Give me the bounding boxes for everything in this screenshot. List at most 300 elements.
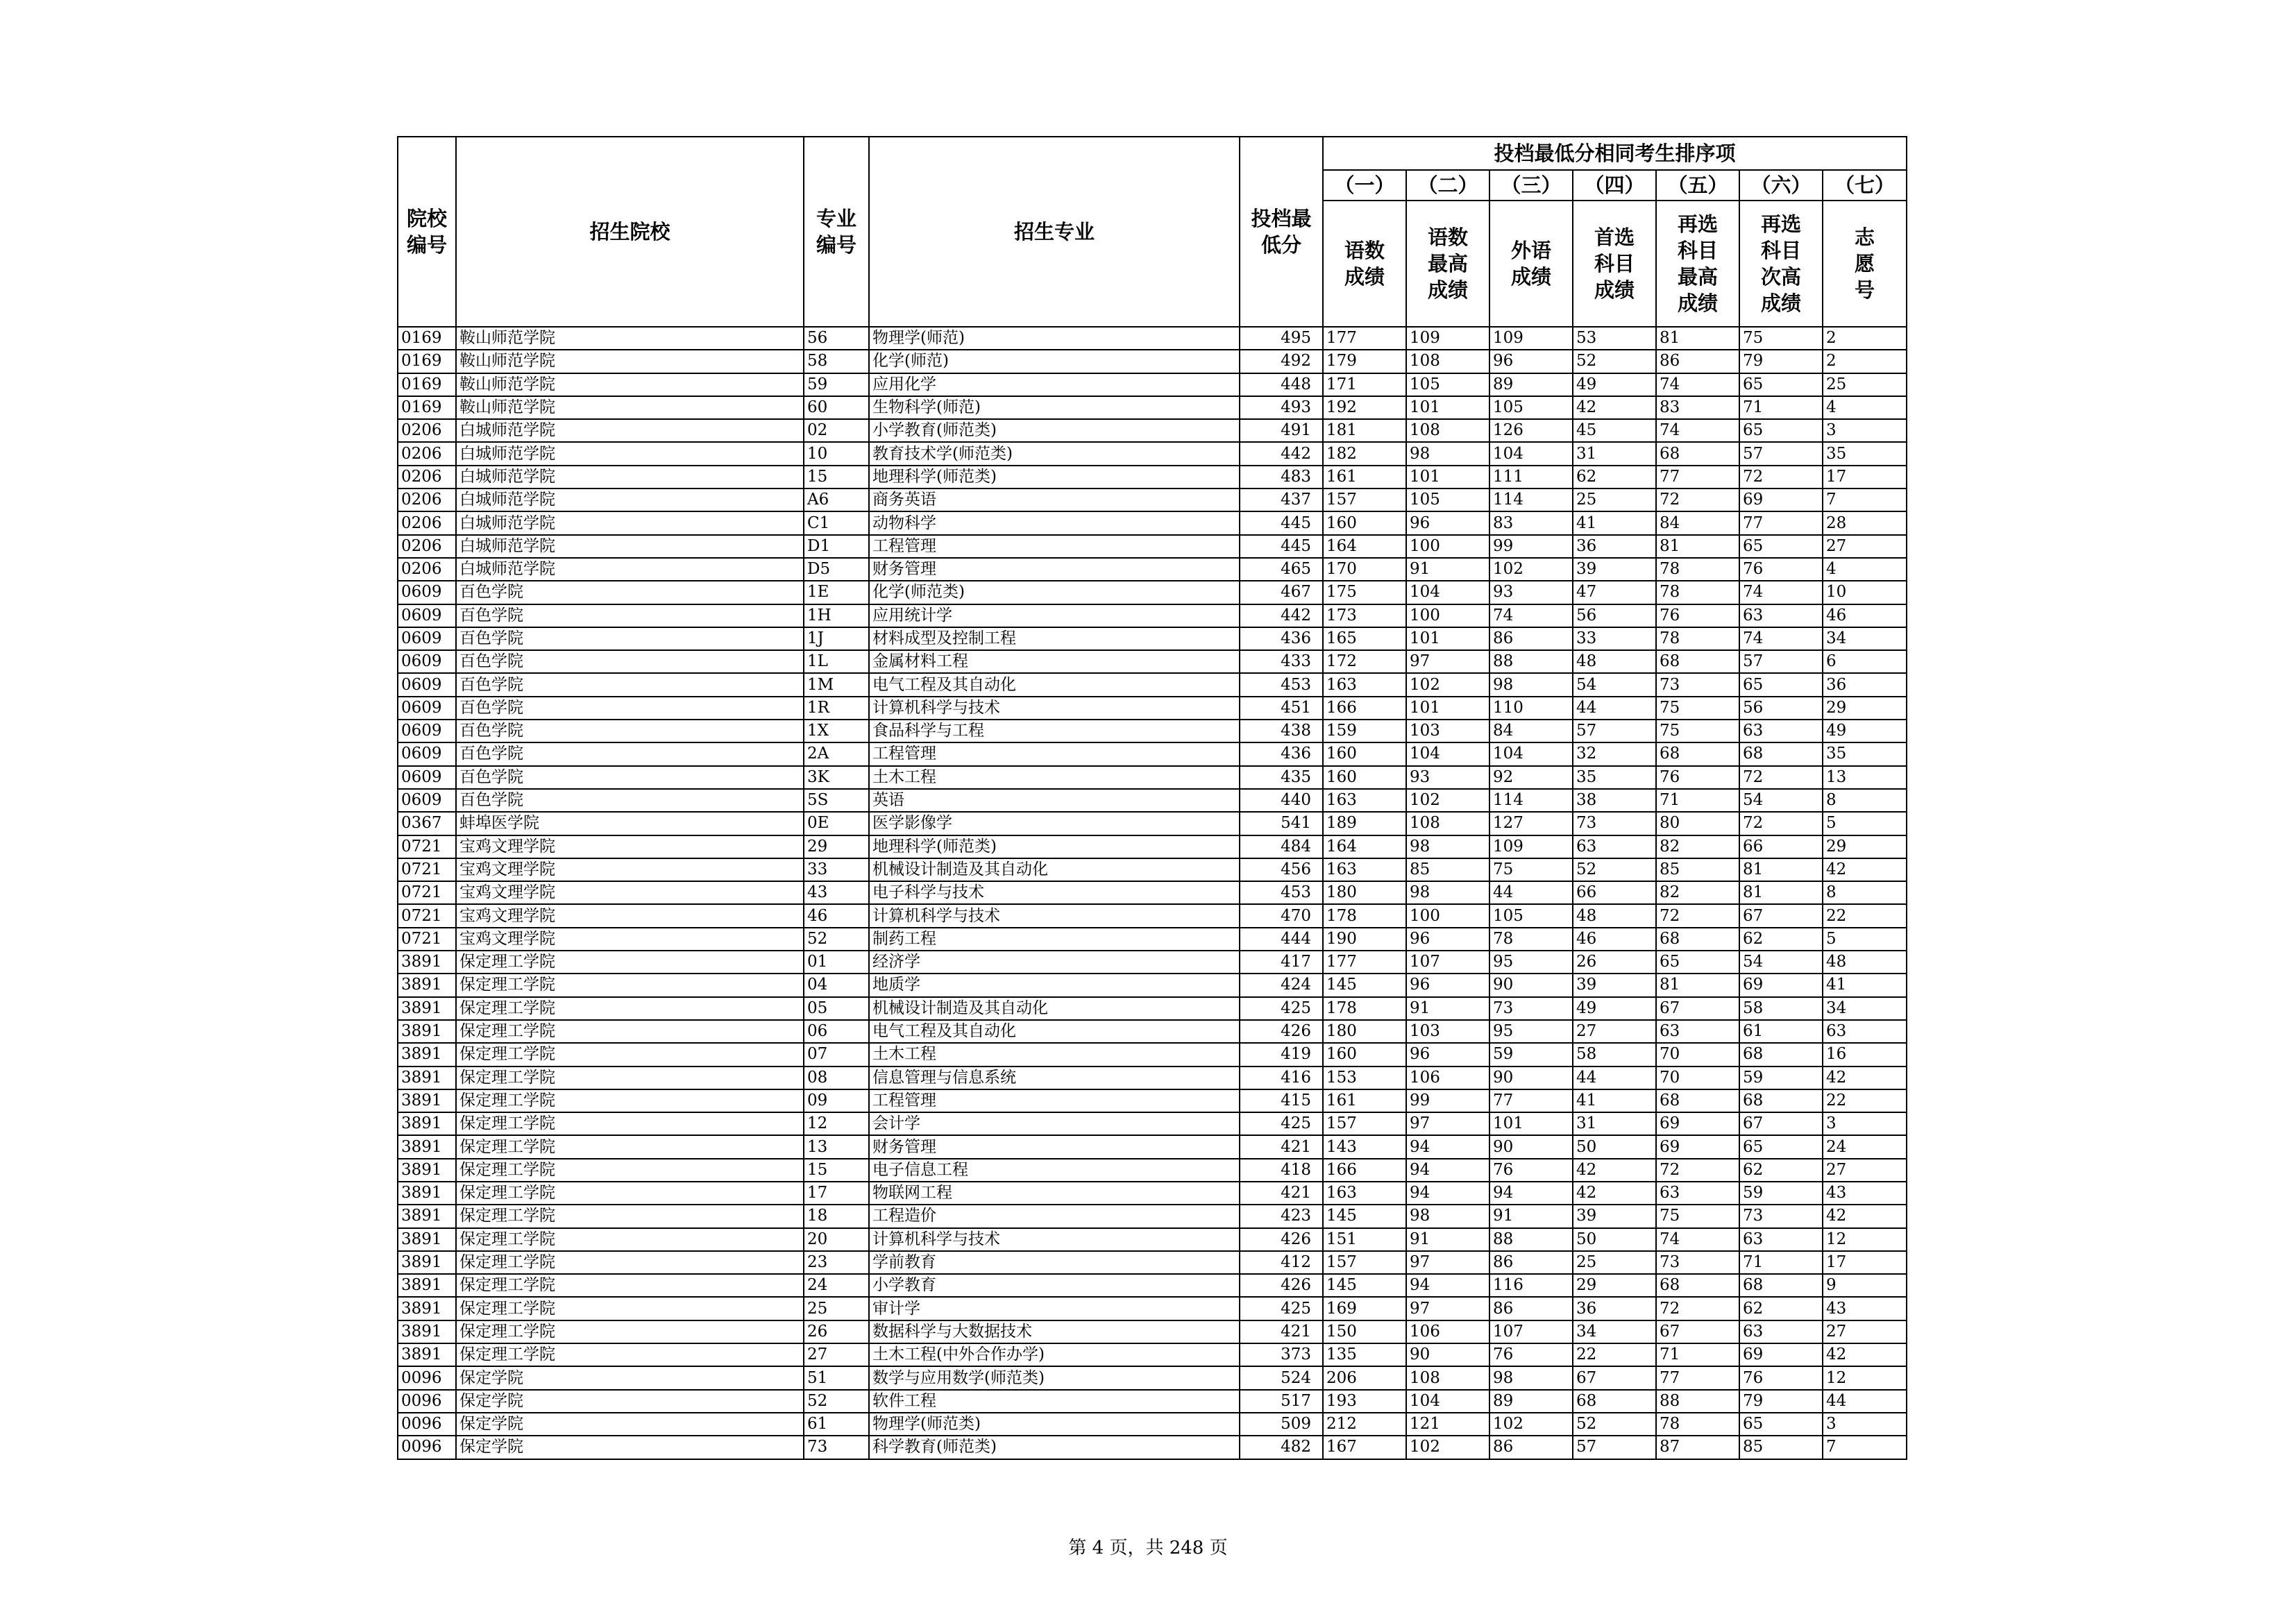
table-row [398, 997, 1907, 1020]
cell-tiebreak-2: 99 [1406, 1089, 1489, 1112]
cell-tiebreak-6: 75 [1739, 327, 1823, 350]
cell-tiebreak-5: 69 [1656, 1112, 1739, 1135]
cell-tiebreak-1: 159 [1323, 720, 1406, 742]
cell-school-name: 百色学院 [456, 581, 804, 604]
cell-tiebreak-3: 105 [1489, 904, 1573, 927]
cell-tiebreak-1: 182 [1323, 442, 1406, 465]
cell-tiebreak-5: 81 [1656, 974, 1739, 996]
cell-tiebreak-3: 89 [1489, 373, 1573, 396]
cell-tiebreak-6: 67 [1739, 904, 1823, 927]
cell-major-code: 15 [804, 1159, 869, 1182]
cell-tiebreak-3: 98 [1489, 1366, 1573, 1389]
cell-school-name: 保定理工学院 [456, 1043, 804, 1066]
cell-tiebreak-4: 42 [1573, 396, 1656, 419]
cell-school-code: 3891 [398, 1089, 456, 1112]
cell-min-score: 483 [1240, 466, 1323, 488]
cell-school-code: 0096 [398, 1366, 456, 1389]
cell-tiebreak-3: 89 [1489, 1390, 1573, 1413]
cell-major-name: 财务管理 [869, 558, 1240, 581]
cell-school-code: 0169 [398, 396, 456, 419]
cell-school-name: 宝鸡文理学院 [456, 835, 804, 858]
cell-school-code: 0609 [398, 697, 456, 720]
admission-score-table [397, 136, 1907, 1460]
cell-min-score: 433 [1240, 650, 1323, 673]
header-tiebreak-item: 外语成绩 [1489, 201, 1573, 327]
cell-major-name: 计算机科学与技术 [869, 1228, 1240, 1251]
cell-tiebreak-4: 57 [1573, 720, 1656, 742]
cell-tiebreak-3: 74 [1489, 604, 1573, 627]
cell-school-code: 3891 [398, 1043, 456, 1066]
cell-tiebreak-1: 177 [1323, 327, 1406, 350]
header-tiebreak-item: 再选科目次高成绩 [1739, 201, 1823, 327]
table-row [398, 928, 1907, 951]
cell-tiebreak-4: 67 [1573, 1366, 1656, 1389]
cell-major-code: 20 [804, 1228, 869, 1251]
cell-tiebreak-4: 39 [1573, 1205, 1656, 1227]
cell-tiebreak-1: 178 [1323, 904, 1406, 927]
cell-tiebreak-4: 26 [1573, 951, 1656, 974]
cell-tiebreak-6: 65 [1739, 673, 1823, 696]
table-row [398, 466, 1907, 488]
cell-major-code: 52 [804, 1390, 869, 1413]
cell-major-code: 61 [804, 1413, 869, 1436]
cell-major-name: 会计学 [869, 1112, 1240, 1135]
cell-tiebreak-4: 73 [1573, 812, 1656, 835]
cell-tiebreak-7: 12 [1823, 1366, 1907, 1389]
cell-school-code: 0609 [398, 766, 456, 789]
cell-tiebreak-3: 86 [1489, 627, 1573, 650]
cell-major-code: 1R [804, 697, 869, 720]
cell-school-name: 保定理工学院 [456, 1297, 804, 1320]
table-row [398, 1020, 1907, 1043]
cell-major-code: 58 [804, 350, 869, 373]
cell-school-code: 3891 [398, 1297, 456, 1320]
cell-min-score: 445 [1240, 511, 1323, 534]
cell-school-name: 百色学院 [456, 789, 804, 812]
cell-tiebreak-1: 175 [1323, 581, 1406, 604]
cell-major-name: 地质学 [869, 974, 1240, 996]
cell-tiebreak-6: 79 [1739, 350, 1823, 373]
cell-school-name: 百色学院 [456, 604, 804, 627]
cell-major-name: 物理学(师范类) [869, 1413, 1240, 1436]
cell-school-code: 3891 [398, 997, 456, 1020]
cell-tiebreak-5: 74 [1656, 373, 1739, 396]
cell-tiebreak-7: 3 [1823, 1112, 1907, 1135]
cell-tiebreak-3: 91 [1489, 1205, 1573, 1227]
cell-major-name: 英语 [869, 789, 1240, 812]
cell-tiebreak-4: 52 [1573, 1413, 1656, 1436]
table-row [398, 1112, 1907, 1135]
cell-tiebreak-3: 127 [1489, 812, 1573, 835]
cell-tiebreak-7: 35 [1823, 442, 1907, 465]
cell-major-code: 1H [804, 604, 869, 627]
cell-tiebreak-4: 49 [1573, 997, 1656, 1020]
cell-tiebreak-7: 3 [1823, 419, 1907, 442]
cell-tiebreak-7: 49 [1823, 720, 1907, 742]
cell-tiebreak-2: 105 [1406, 373, 1489, 396]
cell-min-score: 423 [1240, 1205, 1323, 1227]
cell-school-name: 蚌埠医学院 [456, 812, 804, 835]
cell-tiebreak-3: 77 [1489, 1089, 1573, 1112]
cell-major-name: 软件工程 [869, 1390, 1240, 1413]
cell-tiebreak-2: 98 [1406, 1205, 1489, 1227]
cell-tiebreak-6: 54 [1739, 951, 1823, 974]
cell-tiebreak-7: 29 [1823, 697, 1907, 720]
cell-major-name: 财务管理 [869, 1135, 1240, 1158]
cell-major-name: 食品科学与工程 [869, 720, 1240, 742]
cell-tiebreak-1: 164 [1323, 835, 1406, 858]
cell-tiebreak-4: 52 [1573, 350, 1656, 373]
cell-school-name: 鞍山师范学院 [456, 327, 804, 350]
cell-min-score: 418 [1240, 1159, 1323, 1182]
cell-tiebreak-1: 169 [1323, 1297, 1406, 1320]
cell-school-name: 百色学院 [456, 742, 804, 765]
cell-school-name: 百色学院 [456, 720, 804, 742]
cell-tiebreak-4: 39 [1573, 558, 1656, 581]
cell-tiebreak-7: 27 [1823, 535, 1907, 558]
cell-school-name: 白城师范学院 [456, 511, 804, 534]
cell-school-name: 鞍山师范学院 [456, 396, 804, 419]
cell-school-name: 保定理工学院 [456, 997, 804, 1020]
cell-tiebreak-6: 68 [1739, 1274, 1823, 1297]
cell-tiebreak-5: 78 [1656, 1413, 1739, 1436]
cell-min-score: 373 [1240, 1343, 1323, 1366]
cell-major-name: 医学影像学 [869, 812, 1240, 835]
cell-school-code: 3891 [398, 1112, 456, 1135]
cell-tiebreak-2: 107 [1406, 951, 1489, 974]
cell-school-name: 宝鸡文理学院 [456, 904, 804, 927]
cell-tiebreak-6: 69 [1739, 488, 1823, 511]
cell-major-name: 地理科学(师范类) [869, 835, 1240, 858]
cell-school-code: 3891 [398, 1159, 456, 1182]
cell-tiebreak-7: 36 [1823, 673, 1907, 696]
cell-tiebreak-6: 72 [1739, 766, 1823, 789]
cell-tiebreak-7: 63 [1823, 1020, 1907, 1043]
cell-tiebreak-4: 44 [1573, 697, 1656, 720]
cell-tiebreak-3: 101 [1489, 1112, 1573, 1135]
cell-tiebreak-1: 206 [1323, 1366, 1406, 1389]
table-row [398, 1320, 1907, 1343]
table-row [398, 604, 1907, 627]
cell-tiebreak-5: 72 [1656, 488, 1739, 511]
cell-school-code: 0206 [398, 558, 456, 581]
cell-tiebreak-4: 42 [1573, 1159, 1656, 1182]
table-row [398, 766, 1907, 789]
cell-tiebreak-3: 84 [1489, 720, 1573, 742]
cell-major-code: 43 [804, 881, 869, 904]
cell-tiebreak-5: 75 [1656, 1205, 1739, 1227]
cell-school-code: 3891 [398, 1251, 456, 1274]
cell-min-score: 524 [1240, 1366, 1323, 1389]
cell-major-code: 24 [804, 1274, 869, 1297]
table-row [398, 673, 1907, 696]
cell-tiebreak-2: 108 [1406, 350, 1489, 373]
cell-major-name: 土木工程 [869, 766, 1240, 789]
cell-school-name: 百色学院 [456, 697, 804, 720]
table-row [398, 627, 1907, 650]
cell-major-code: 17 [804, 1182, 869, 1205]
cell-major-code: 12 [804, 1112, 869, 1135]
cell-tiebreak-3: 95 [1489, 951, 1573, 974]
cell-school-name: 白城师范学院 [456, 419, 804, 442]
cell-tiebreak-2: 97 [1406, 1297, 1489, 1320]
cell-school-code: 3891 [398, 1343, 456, 1366]
cell-major-code: 13 [804, 1135, 869, 1158]
cell-tiebreak-3: 75 [1489, 858, 1573, 881]
cell-major-code: 73 [804, 1436, 869, 1459]
cell-major-name: 电气工程及其自动化 [869, 1020, 1240, 1043]
cell-tiebreak-1: 172 [1323, 650, 1406, 673]
cell-school-name: 保定理工学院 [456, 1228, 804, 1251]
cell-major-code: 04 [804, 974, 869, 996]
cell-tiebreak-7: 4 [1823, 396, 1907, 419]
cell-tiebreak-3: 86 [1489, 1436, 1573, 1459]
cell-tiebreak-1: 179 [1323, 350, 1406, 373]
cell-tiebreak-5: 84 [1656, 511, 1739, 534]
table-row [398, 858, 1907, 881]
cell-min-score: 436 [1240, 742, 1323, 765]
cell-major-name: 工程管理 [869, 1089, 1240, 1112]
cell-tiebreak-2: 97 [1406, 1251, 1489, 1274]
cell-school-name: 保定理工学院 [456, 1159, 804, 1182]
cell-tiebreak-2: 108 [1406, 419, 1489, 442]
table-row [398, 1297, 1907, 1320]
cell-tiebreak-7: 44 [1823, 1390, 1907, 1413]
header-major-code: 专业编号 [804, 137, 869, 327]
cell-tiebreak-5: 68 [1656, 650, 1739, 673]
cell-tiebreak-6: 63 [1739, 1320, 1823, 1343]
cell-school-code: 0206 [398, 488, 456, 511]
cell-tiebreak-1: 193 [1323, 1390, 1406, 1413]
cell-major-name: 机械设计制造及其自动化 [869, 858, 1240, 881]
table-row [398, 1067, 1907, 1089]
cell-min-score: 426 [1240, 1020, 1323, 1043]
cell-school-code: 3891 [398, 1135, 456, 1158]
cell-tiebreak-5: 75 [1656, 720, 1739, 742]
table-row [398, 1228, 1907, 1251]
header-school-code: 院校编号 [398, 137, 456, 327]
cell-tiebreak-3: 93 [1489, 581, 1573, 604]
cell-school-code: 0096 [398, 1390, 456, 1413]
cell-tiebreak-5: 74 [1656, 419, 1739, 442]
cell-tiebreak-6: 57 [1739, 442, 1823, 465]
table-row [398, 1436, 1907, 1459]
cell-major-code: 1L [804, 650, 869, 673]
cell-tiebreak-3: 59 [1489, 1043, 1573, 1066]
table-row [398, 742, 1907, 765]
table-row [398, 1390, 1907, 1413]
cell-tiebreak-7: 13 [1823, 766, 1907, 789]
cell-tiebreak-7: 5 [1823, 928, 1907, 951]
cell-tiebreak-3: 114 [1489, 488, 1573, 511]
cell-tiebreak-3: 90 [1489, 1067, 1573, 1089]
cell-major-name: 商务英语 [869, 488, 1240, 511]
cell-tiebreak-6: 76 [1739, 558, 1823, 581]
cell-major-code: 1M [804, 673, 869, 696]
cell-tiebreak-5: 72 [1656, 1297, 1739, 1320]
cell-major-name: 审计学 [869, 1297, 1240, 1320]
cell-tiebreak-2: 98 [1406, 442, 1489, 465]
header-tiebreak-num: （六） [1739, 170, 1823, 201]
cell-school-code: 3891 [398, 1182, 456, 1205]
cell-tiebreak-4: 62 [1573, 466, 1656, 488]
cell-school-code: 3891 [398, 1020, 456, 1043]
cell-major-name: 材料成型及控制工程 [869, 627, 1240, 650]
cell-major-name: 电子信息工程 [869, 1159, 1240, 1182]
cell-major-code: 15 [804, 466, 869, 488]
cell-tiebreak-2: 108 [1406, 1366, 1489, 1389]
cell-tiebreak-2: 101 [1406, 466, 1489, 488]
cell-school-name: 百色学院 [456, 627, 804, 650]
cell-min-score: 509 [1240, 1413, 1323, 1436]
cell-tiebreak-3: 105 [1489, 396, 1573, 419]
cell-major-code: 10 [804, 442, 869, 465]
cell-tiebreak-4: 48 [1573, 904, 1656, 927]
cell-tiebreak-6: 81 [1739, 858, 1823, 881]
cell-tiebreak-2: 101 [1406, 396, 1489, 419]
cell-tiebreak-6: 62 [1739, 1297, 1823, 1320]
cell-tiebreak-2: 93 [1406, 766, 1489, 789]
cell-min-score: 482 [1240, 1436, 1323, 1459]
cell-tiebreak-4: 41 [1573, 511, 1656, 534]
cell-tiebreak-2: 104 [1406, 581, 1489, 604]
cell-tiebreak-1: 151 [1323, 1228, 1406, 1251]
cell-tiebreak-1: 192 [1323, 396, 1406, 419]
cell-tiebreak-5: 82 [1656, 881, 1739, 904]
cell-school-name: 保定理工学院 [456, 974, 804, 996]
cell-tiebreak-6: 68 [1739, 742, 1823, 765]
cell-min-score: 445 [1240, 535, 1323, 558]
cell-tiebreak-5: 71 [1656, 1343, 1739, 1366]
cell-tiebreak-4: 29 [1573, 1274, 1656, 1297]
cell-major-code: 18 [804, 1205, 869, 1227]
cell-tiebreak-3: 109 [1489, 327, 1573, 350]
cell-tiebreak-7: 28 [1823, 511, 1907, 534]
cell-tiebreak-2: 94 [1406, 1159, 1489, 1182]
cell-tiebreak-7: 8 [1823, 881, 1907, 904]
cell-tiebreak-7: 7 [1823, 1436, 1907, 1459]
cell-min-score: 492 [1240, 350, 1323, 373]
cell-major-code: 2A [804, 742, 869, 765]
cell-tiebreak-7: 10 [1823, 581, 1907, 604]
cell-tiebreak-5: 81 [1656, 535, 1739, 558]
cell-tiebreak-5: 73 [1656, 673, 1739, 696]
cell-school-code: 0609 [398, 720, 456, 742]
cell-tiebreak-6: 65 [1739, 419, 1823, 442]
header-tiebreak-item: 首选科目成绩 [1573, 201, 1656, 327]
cell-school-name: 保定学院 [456, 1436, 804, 1459]
table-row [398, 1159, 1907, 1182]
cell-tiebreak-6: 63 [1739, 1228, 1823, 1251]
cell-tiebreak-1: 164 [1323, 535, 1406, 558]
cell-tiebreak-6: 85 [1739, 1436, 1823, 1459]
table-row [398, 881, 1907, 904]
cell-major-code: 3K [804, 766, 869, 789]
cell-tiebreak-4: 31 [1573, 1112, 1656, 1135]
cell-tiebreak-7: 42 [1823, 1205, 1907, 1227]
cell-tiebreak-2: 106 [1406, 1320, 1489, 1343]
cell-school-code: 3891 [398, 1228, 456, 1251]
cell-tiebreak-3: 99 [1489, 535, 1573, 558]
cell-tiebreak-7: 6 [1823, 650, 1907, 673]
cell-tiebreak-5: 87 [1656, 1436, 1739, 1459]
cell-tiebreak-3: 98 [1489, 673, 1573, 696]
cell-min-score: 442 [1240, 442, 1323, 465]
cell-school-code: 0609 [398, 650, 456, 673]
cell-tiebreak-2: 97 [1406, 650, 1489, 673]
cell-min-score: 419 [1240, 1043, 1323, 1066]
cell-tiebreak-5: 70 [1656, 1043, 1739, 1066]
cell-tiebreak-3: 126 [1489, 419, 1573, 442]
cell-tiebreak-5: 81 [1656, 327, 1739, 350]
cell-tiebreak-6: 68 [1739, 1089, 1823, 1112]
cell-school-name: 保定理工学院 [456, 1251, 804, 1274]
cell-major-name: 学前教育 [869, 1251, 1240, 1274]
cell-min-score: 425 [1240, 1112, 1323, 1135]
cell-school-code: 0609 [398, 673, 456, 696]
cell-tiebreak-5: 83 [1656, 396, 1739, 419]
cell-tiebreak-4: 57 [1573, 1436, 1656, 1459]
cell-school-code: 3891 [398, 1320, 456, 1343]
cell-school-name: 保定学院 [456, 1413, 804, 1436]
cell-tiebreak-2: 103 [1406, 1020, 1489, 1043]
cell-major-name: 应用统计学 [869, 604, 1240, 627]
cell-major-code: 23 [804, 1251, 869, 1274]
cell-major-name: 电子科学与技术 [869, 881, 1240, 904]
cell-min-score: 493 [1240, 396, 1323, 419]
cell-tiebreak-2: 106 [1406, 1067, 1489, 1089]
cell-school-code: 0169 [398, 373, 456, 396]
cell-tiebreak-4: 35 [1573, 766, 1656, 789]
cell-tiebreak-1: 177 [1323, 951, 1406, 974]
cell-tiebreak-1: 171 [1323, 373, 1406, 396]
cell-tiebreak-3: 110 [1489, 697, 1573, 720]
cell-school-code: 3891 [398, 951, 456, 974]
cell-major-name: 工程管理 [869, 742, 1240, 765]
cell-tiebreak-7: 17 [1823, 1251, 1907, 1274]
header-tiebreak-num: （三） [1489, 170, 1573, 201]
cell-tiebreak-3: 78 [1489, 928, 1573, 951]
cell-tiebreak-7: 46 [1823, 604, 1907, 627]
cell-tiebreak-6: 62 [1739, 928, 1823, 951]
cell-tiebreak-6: 62 [1739, 1159, 1823, 1182]
cell-min-score: 416 [1240, 1067, 1323, 1089]
cell-tiebreak-1: 180 [1323, 881, 1406, 904]
cell-major-name: 物联网工程 [869, 1182, 1240, 1205]
table-row [398, 1413, 1907, 1436]
cell-tiebreak-5: 69 [1656, 1135, 1739, 1158]
cell-tiebreak-3: 76 [1489, 1343, 1573, 1366]
cell-tiebreak-1: 163 [1323, 1182, 1406, 1205]
cell-school-name: 保定理工学院 [456, 1343, 804, 1366]
cell-school-code: 0096 [398, 1436, 456, 1459]
cell-min-score: 435 [1240, 766, 1323, 789]
cell-tiebreak-5: 78 [1656, 558, 1739, 581]
cell-tiebreak-1: 145 [1323, 1205, 1406, 1227]
table-row [398, 558, 1907, 581]
cell-major-name: 生物科学(师范) [869, 396, 1240, 419]
cell-min-score: 437 [1240, 488, 1323, 511]
cell-major-code: 08 [804, 1067, 869, 1089]
cell-tiebreak-3: 88 [1489, 1228, 1573, 1251]
cell-tiebreak-4: 45 [1573, 419, 1656, 442]
cell-tiebreak-1: 166 [1323, 697, 1406, 720]
cell-tiebreak-4: 50 [1573, 1228, 1656, 1251]
cell-school-code: 0206 [398, 466, 456, 488]
cell-tiebreak-2: 94 [1406, 1135, 1489, 1158]
cell-major-name: 计算机科学与技术 [869, 904, 1240, 927]
cell-tiebreak-4: 54 [1573, 673, 1656, 696]
